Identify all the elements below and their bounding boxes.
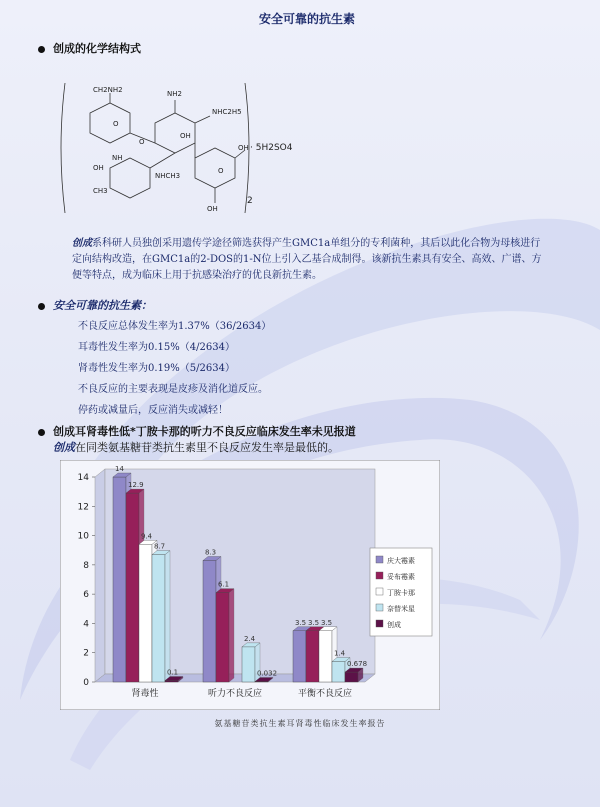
- bullet-icon: [38, 303, 45, 310]
- y-tick-label: 10: [77, 531, 89, 542]
- data-label: 8.7: [154, 542, 166, 551]
- struct-label: OH: [207, 205, 218, 213]
- section-toxicity: [38, 424, 356, 456]
- legend-label: 妥布霉素: [387, 573, 415, 581]
- struct-label: OH: [238, 144, 249, 152]
- toxicity-heading: 创成耳肾毒性低*丁胺卡那的听力不良反应临床发生率未见报道: [53, 425, 356, 438]
- bar: [165, 681, 178, 682]
- struct-label: CH2NH2: [93, 86, 123, 94]
- bar: [203, 560, 216, 682]
- intro-text: 系科研人员独创采用遗传学途径筛选获得产生GMC1a单组分的专利菌种，其后以此化合物为母核进行定向结构改造，在GMC1a的2-DOS的1-N位上引入乙基合成制得。该新抗生素具有安全、高效、广谱、方便等特点，成为临床上用于抗感染治疗的优良新抗生素。: [72, 238, 542, 281]
- section-heading: 安全可靠的抗生素：: [53, 299, 152, 312]
- struct-label: NHC2H5: [212, 108, 242, 116]
- brand-name: 创成: [53, 441, 75, 454]
- bar: [332, 662, 345, 683]
- safety-item: 不良反应的主要表现是皮疹及消化道反应。: [78, 384, 268, 395]
- data-label: 3.5: [308, 618, 320, 627]
- data-label: 1.4: [334, 649, 346, 658]
- data-label: 3.5: [321, 618, 333, 627]
- intro-paragraph: [72, 236, 550, 284]
- bullet-icon: [38, 429, 45, 436]
- section-safety: [38, 297, 152, 313]
- y-tick-label: 8: [83, 560, 89, 571]
- struct-label: NH2: [167, 90, 182, 98]
- legend-label: 奈替米星: [387, 605, 415, 613]
- safety-item: 不良反应总体发生率为1.37%（36/2634）: [78, 321, 272, 332]
- legend-swatch: [376, 556, 383, 563]
- struct-label: NHCH3: [155, 172, 181, 180]
- struct-label: O: [113, 120, 119, 128]
- bar: [152, 555, 165, 682]
- bar-side: [165, 551, 170, 682]
- bar: [345, 672, 358, 682]
- data-label: 0.678: [347, 660, 368, 669]
- bar: [319, 631, 332, 682]
- struct-label: O: [139, 138, 145, 146]
- chart-caption: 氨基糖苷类抗生素耳肾毒性临床发生率报告: [214, 719, 386, 728]
- legend-label: 庆大霉素: [387, 557, 415, 565]
- data-label: 6.1: [218, 580, 230, 589]
- data-label: 9.4: [141, 532, 153, 541]
- legend-swatch: [376, 588, 383, 595]
- bar: [139, 544, 152, 682]
- data-label: 0.032: [257, 669, 278, 678]
- bar: [216, 593, 229, 682]
- page-title: 安全可靠的抗生素: [258, 12, 355, 26]
- safety-item: 停药或减量后，反应消失或减轻！: [78, 405, 228, 416]
- struct-salt: · 5H2SO4: [250, 143, 293, 153]
- data-label: 0.1: [167, 668, 179, 677]
- struct-label: OH: [93, 164, 104, 172]
- legend-swatch: [376, 620, 383, 627]
- chart-side-wall: [95, 469, 105, 682]
- bar: [306, 631, 319, 682]
- section-structure: [38, 40, 141, 56]
- y-tick-label: 4: [83, 619, 89, 630]
- legend-swatch: [376, 572, 383, 579]
- data-label: 12.9: [128, 481, 144, 490]
- struct-label: OH: [180, 132, 191, 140]
- data-label: 2.4: [244, 634, 256, 643]
- toxicity-text: 在同类氨基糖苷类抗生素里不良反应发生率是最低的。: [75, 441, 339, 454]
- bullet-icon: [38, 46, 45, 53]
- bar-side: [229, 589, 234, 682]
- data-label: 3.5: [295, 618, 307, 627]
- section-heading: 创成的化学结构式: [53, 42, 141, 55]
- safety-list: [78, 316, 271, 421]
- x-tick-label: 听力不良反应: [207, 689, 263, 699]
- brand-name: 创成: [72, 238, 92, 249]
- struct-subscript: 2: [247, 196, 253, 206]
- y-tick-label: 12: [77, 502, 89, 513]
- y-tick-label: 2: [83, 648, 89, 659]
- legend-label: 丁胺卡那: [387, 589, 415, 597]
- struct-label: O: [218, 167, 224, 175]
- bar-chart: [60, 460, 440, 710]
- legend-swatch: [376, 604, 383, 611]
- bar: [242, 647, 255, 682]
- struct-label: NH: [112, 154, 123, 162]
- safety-item: 肾毒性发生率为0.19%（5/2634）: [78, 363, 235, 374]
- data-label: 14: [115, 465, 124, 473]
- chemical-structure: [55, 78, 355, 218]
- x-tick-label: 平衡不良反应: [297, 689, 353, 699]
- data-label: 8.3: [205, 548, 217, 557]
- x-tick-label: 肾毒性: [131, 689, 159, 699]
- y-tick-label: 6: [83, 590, 89, 601]
- struct-label: CH3: [93, 187, 108, 195]
- y-tick-label: 14: [77, 473, 89, 483]
- bar: [293, 631, 306, 682]
- legend-label: 创成: [387, 621, 401, 629]
- y-tick-label: 0: [83, 678, 89, 688]
- safety-item: 耳毒性发生率为0.15%（4/2634）: [78, 342, 235, 353]
- bar: [113, 477, 126, 682]
- bar: [126, 493, 139, 682]
